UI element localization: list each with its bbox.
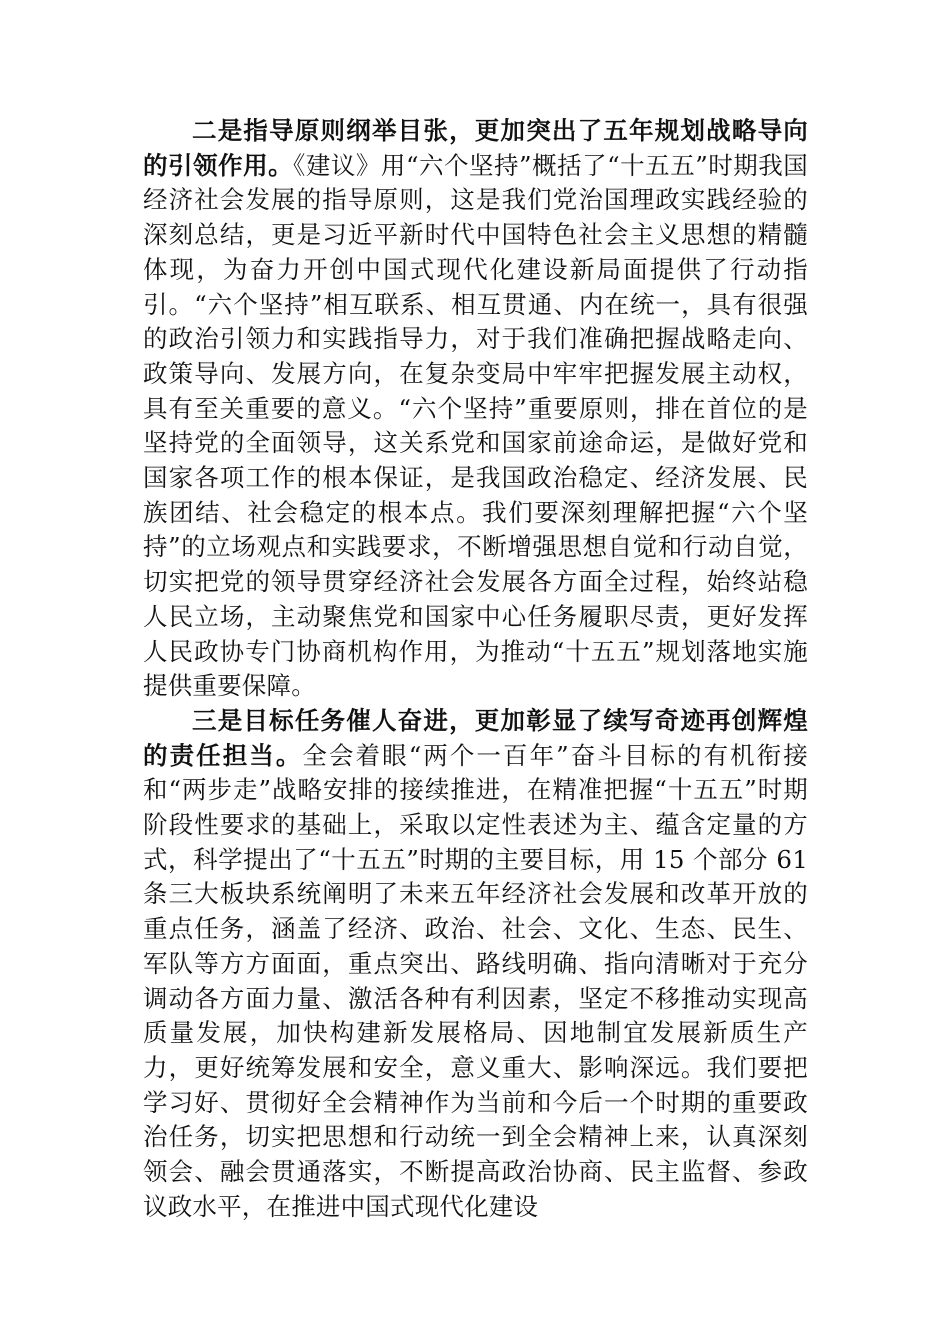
body-text bbox=[143, 114, 808, 1225]
paragraph-goals-tasks bbox=[143, 704, 808, 1225]
paragraph-lead-heading: 三是目标任务催人奋进，更加彰显了续写奇迹再创辉煌的责任担当。 bbox=[143, 705, 808, 770]
paragraph-body-text: 全会着眼“两个一百年”奋斗目标的有机衔接和“两步走”战略安排的接续推进，在精准把握“十五五”时期阶段性要求的基础上，采取以定性表述为主、蕴含定量的方式，科学提出了“十五五”时期的主要目标，用 15 个部分 61 条三大板块系统阐明了未来五年经济社会发展和改革开放的重点任务，涵盖了经济、政治、社会、文化、生态、民生、军队等方方面面，重点突出、路线明确、指向清晰对于充分调动各方面力量、激活各种有利因素，坚定不移推动实现高质量发展，加快构建新发展格局、因地制宜发展新质生产力，更好统筹发展和安全，意义重大、影响深远。我们要把学习好、贯彻好全会精神作为当前和今后一个时期的重要政治任务，切实把思想和行动统一到全会精神上来，认真深刻领会、融会贯通落实，不断提高政治协商、民主监督、参政议政水平，在推进中国式现代化建设 bbox=[143, 740, 808, 1221]
paragraph-guiding-principles bbox=[143, 114, 808, 704]
paragraph-body-text: 《建议》用“六个坚持”概括了“十五五”时期我国经济社会发展的指导原则，这是我们党治国理政实践经验的深刻总结，更是习近平新时代中国特色社会主义思想的精髓体现，为奋力开创中国式现代化建设新局面提供了行动指引。“六个坚持”相互联系、相互贯通、内在统一，具有很强的政治引领力和实践指导力，对于我们准确把握战略走向、政策导向、发展方向，在复杂变局中牢牢把握发展主动权，具有至关重要的意义。“六个坚持”重要原则，排在首位的是坚持党的全面领导，这关系党和国家前途命运，是做好党和国家各项工作的根本保证，是我国政治稳定、经济发展、民族团结、社会稳定的根本点。我们要深刻理解把握“六个坚持”的立场观点和实践要求，不断增强思想自觉和行动自觉，切实把党的领导贯穿经济社会发展各方面全过程，始终站稳人民立场，主动聚焦党和国家中心任务履职尽责，更好发挥人民政协专门协商机构作用，为推动“十五五”规划落地实施提供重要保障。 bbox=[143, 150, 809, 701]
paragraph-lead-heading: 二是指导原则纲举目张，更加突出了五年规划战略导向的引领作用。 bbox=[143, 116, 808, 180]
